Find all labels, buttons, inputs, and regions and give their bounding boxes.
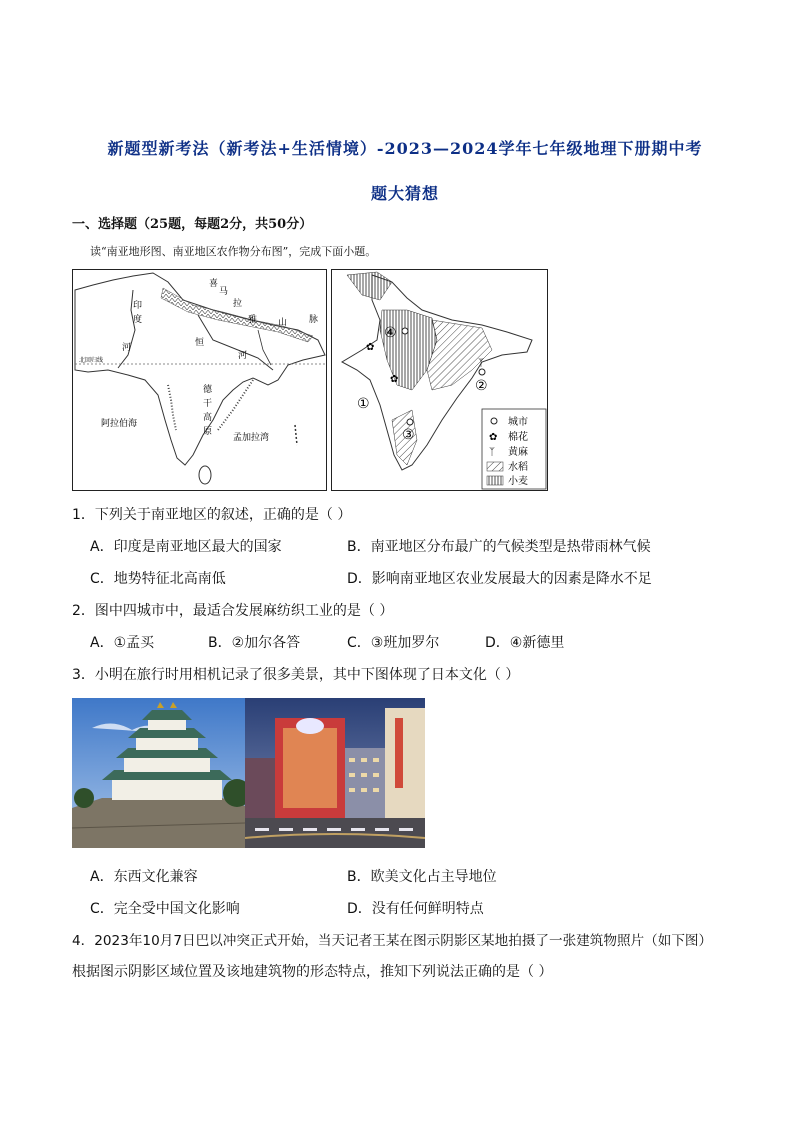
legend-jute: 黄麻 [508,447,528,458]
legend-rice: 水稻 [508,462,528,473]
map1-label-deccan-1: 德 [203,385,213,395]
jute-icon: ᛉ [489,447,495,458]
ginza-street-photo [245,698,425,848]
map1-label-deccan-2: 干 [203,399,213,409]
question-3-option-d[interactable]: D．没有任何鲜明特点 [347,901,484,917]
cotton-icon: ✿ [366,342,375,353]
map1-label-ganges-he: 河 [238,351,248,361]
question-1-option-d[interactable]: D．影响南亚地区农业发展最大的因素是降水不足 [347,571,652,587]
map2-marker-3: ③ [402,427,415,443]
map1-label-indus-he: 河 [122,343,132,353]
legend-cotton: 棉花 [508,432,528,443]
question-3-option-a[interactable]: A．东西文化兼容 [90,869,198,885]
map1-label-tropic: 北回归线 [79,357,104,364]
map2-marker-1: ① [357,396,370,412]
question-2-option-d[interactable]: D．④新德里 [485,635,565,651]
map1-label-yin: 印 [133,301,143,311]
map1-label-xi: 喜 [209,279,219,289]
south-asia-crops-map [331,269,548,491]
map1-label-heng: 恒 [195,338,205,348]
section-heading: 一、选择题（25题，每题2分，共50分） [72,217,313,232]
map1-label-mai: 脉 [309,315,319,325]
question-2-stem: 2．图中四城市中，最适合发展麻纺织工业的是（ ） [72,603,394,619]
map1-label-deccan-3: 高 [203,413,213,423]
map1-label-la: 拉 [233,299,243,309]
question-3-option-b[interactable]: B．欧美文化占主导地位 [347,869,497,885]
document-title-line2: 题大猜想 [370,184,439,203]
japanese-castle-photo [72,698,245,848]
map2-marker-4: ④ [384,325,397,341]
cotton-icon: ✿ [390,374,399,385]
question-1-option-b[interactable]: B．南亚地区分布最广的气候类型是热带雨林气候 [347,539,651,555]
cotton-icon: ✿ [489,432,498,443]
legend-wheat: 小麦 [508,476,528,487]
question-2-option-c[interactable]: C．③班加罗尔 [347,635,440,651]
question-1-option-a[interactable]: A．印度是南亚地区最大的国家 [90,539,282,555]
question-4-stem-line1: 4．2023年10月7日巴以冲突正式开始，当天记者王某在图示阴影区某地拍摄了一张建筑物照片（如下图） [72,933,713,949]
question-3-stem: 3．小明在旅行时用相机记录了很多美景，其中下图体现了日本文化（ ） [72,667,520,683]
document-title-line1: 新题型新考法（新考法+生活情境）-2023—2024学年七年级地理下册期中考 [107,139,703,158]
question-1-stem: 1．下列关于南亚地区的叙述，正确的是（ ） [72,507,352,523]
legend-city: 城市 [508,417,528,428]
question-2-option-a[interactable]: A．①孟买 [90,635,155,651]
map2-marker-2: ② [475,378,488,394]
map1-label-arabian-sea: 阿拉伯海 [101,419,138,429]
map1-label-bay-of-bengal: 孟加拉湾 [233,433,270,443]
question-intro: 读“南亚地形图、南亚地区农作物分布图”，完成下面小题。 [90,245,377,258]
map1-label-ma: 马 [219,287,229,297]
map1-label-du: 度 [133,315,143,325]
question-1-option-c[interactable]: C．地势特征北高南低 [90,571,226,587]
jute-icon: ᛉ [478,358,484,369]
map1-label-deccan-4: 原 [203,427,213,437]
question-2-option-b[interactable]: B．②加尔各答 [208,635,301,651]
question-4-stem-line2: 根据图示阴影区域位置及该地建筑物的形态特点，推知下列说法正确的是（ ） [72,964,553,980]
map1-label-ya: 雅 [248,315,258,325]
map1-label-shan: 山 [278,318,288,328]
south-asia-terrain-map [72,269,327,491]
question-3-option-c[interactable]: C．完全受中国文化影响 [90,901,240,917]
